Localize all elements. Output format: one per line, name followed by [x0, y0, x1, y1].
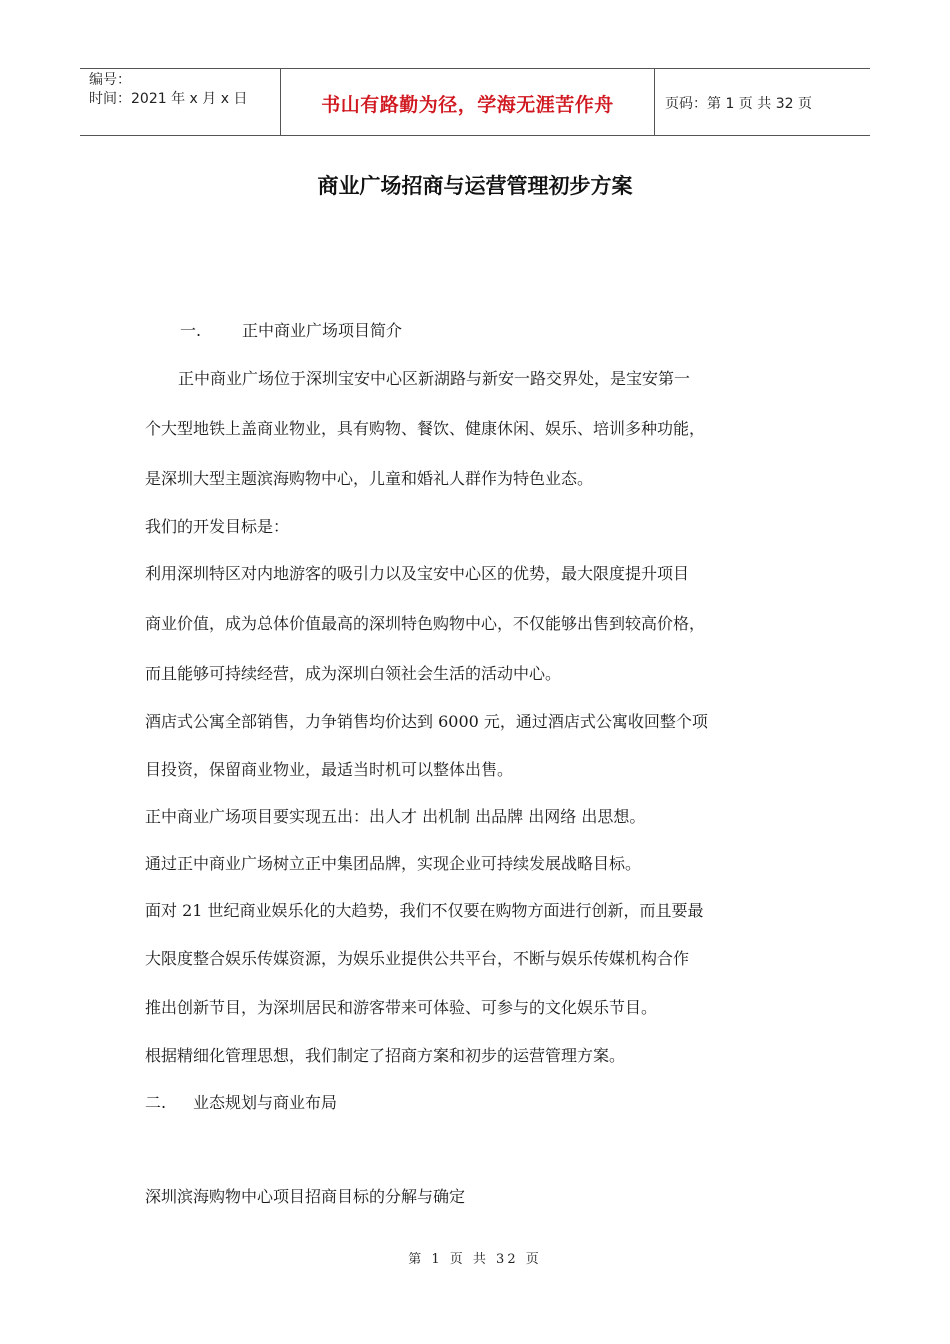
- motto-text: 书山有路勤为径，学海无涯苦作舟: [321, 93, 614, 116]
- page-info-text: 页码：第 1 页 共 32 页: [665, 96, 812, 112]
- paragraph-line: 大限度整合娱乐传媒资源，为娱乐业提供公共平台，不断与娱乐传媒机构合作: [145, 949, 690, 968]
- document-title: 商业广场招商与运营管理初步方案: [317, 174, 633, 198]
- paragraph-line: 根据精细化管理思想，我们制定了招商方案和初步的运营管理方案。: [145, 1046, 626, 1065]
- paragraph-line: 个大型地铁上盖商业物业，具有购物、餐饮、健康休闲、娱乐、培训多种功能，: [145, 419, 706, 438]
- section-1-number: 一.: [180, 321, 202, 340]
- paragraph-line: 正中商业广场位于深圳宝安中心区新湖路与新安一路交界处，是宝安第一: [178, 369, 691, 388]
- page-footer: 第 1 页 共 32 页: [408, 1252, 542, 1267]
- section-1-title: 正中商业广场项目简介: [242, 321, 403, 340]
- section-1-heading: [180, 318, 402, 341]
- paragraph-line: 目投资，保留商业物业，最适当时机可以整体出售。: [145, 760, 514, 779]
- section-2-title: 业态规划与商业布局: [193, 1093, 338, 1112]
- section-2-heading: [145, 1090, 337, 1113]
- paragraph-line: 通过正中商业广场树立正中集团品牌，实现企业可持续发展战略目标。: [145, 854, 642, 873]
- subheading: 深圳滨海购物中心项目招商目标的分解与确定: [145, 1187, 466, 1206]
- paragraph-line: 而且能够可持续经营，成为深圳白领社会生活的活动中心。: [145, 664, 562, 683]
- paragraph-line: 酒店式公寓全部销售，力争销售均价达到 6000 元，通过酒店式公寓收回整个项: [145, 712, 708, 731]
- time-label: 时间：2021 年 x 月 x 日: [89, 91, 248, 107]
- paragraph-line: 面对 21 世纪商业娱乐化的大趋势，我们不仅要在购物方面进行创新，而且要最: [145, 901, 704, 920]
- paragraph-line: 推出创新节目，为深圳居民和游客带来可体验、可参与的文化娱乐节目。: [145, 998, 658, 1017]
- paragraph-line: 正中商业广场项目要实现五出：出人才 出机制 出品牌 出网络 出思想。: [145, 807, 646, 826]
- section-2-number: 二.: [145, 1093, 167, 1112]
- paragraph-line: 是深圳大型主题滨海购物中心，儿童和婚礼人群作为特色业态。: [145, 469, 594, 488]
- header-meta: [80, 69, 281, 135]
- paragraph-line: 我们的开发目标是：: [145, 517, 290, 536]
- header-motto-cell: [281, 69, 655, 135]
- paragraph-line: 利用深圳特区对内地游客的吸引力以及宝安中心区的优势，最大限度提升项目: [145, 564, 690, 583]
- document-header: [80, 68, 870, 136]
- paragraph-line: 商业价值，成为总体价值最高的深圳特色购物中心，不仅能够出售到较高价格，: [145, 614, 706, 633]
- number-label: 编号：: [89, 72, 131, 88]
- header-page-info: [655, 69, 870, 135]
